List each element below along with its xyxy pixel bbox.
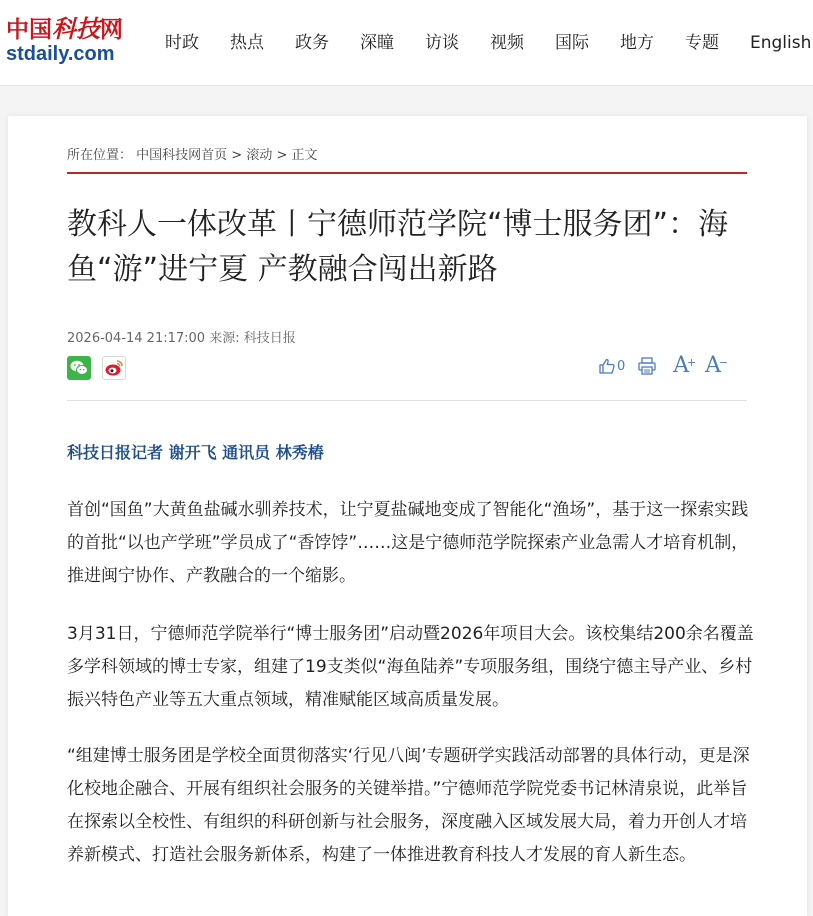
- breadcrumb-home-link[interactable]: 中国科技网首页: [136, 148, 228, 163]
- nav-item-hot[interactable]: 热点: [230, 33, 264, 53]
- breadcrumb: [67, 147, 318, 165]
- nav-item-government[interactable]: 政务: [295, 33, 329, 53]
- share-bar: [67, 356, 137, 380]
- printer-icon: [637, 356, 657, 376]
- breadcrumb-separator: >: [227, 148, 247, 163]
- site-header: [0, 0, 813, 86]
- font-increase-icon[interactable]: A +: [673, 353, 697, 378]
- logo-chinese: 中国科技网: [6, 14, 123, 43]
- article-byline: 科技日报记者 谢开飞 通讯员 林秀椿: [67, 443, 324, 462]
- nav-item-special[interactable]: 专题: [685, 33, 719, 53]
- main-nav: [165, 30, 811, 56]
- nav-item-english[interactable]: English: [750, 33, 812, 53]
- logo-english: stdaily.com: [6, 43, 115, 65]
- header-divider: [67, 400, 747, 401]
- breadcrumb-current: 正文: [291, 148, 318, 163]
- article-paragraph: 首创“国鱼”大黄鱼盐碱水驯养技术，让宁夏盐碱地变成了智能化“渔场”，基于这一探索实践的首批“以也产学班”学员成了“香饽饽”……这是宁德师范学院探索产业急需人才培育机制，推进闽宁协作、产教融合的一个缩影。: [67, 500, 749, 586]
- font-decrease-icon[interactable]: A −: [705, 353, 729, 378]
- print-button[interactable]: [637, 356, 657, 376]
- article-paragraph: 3月31日，宁德师范学院举行“博士服务团”启动暨2026年项目大会。该校集结200余名覆盖多学科领域的博士专家，组建了19支类似“海鱼陆养”专项服务组，围绕宁德主导产业、乡村振兴特色产业等五大重点领域，精准赋能区域高质量发展。: [67, 624, 754, 710]
- breadcrumb-rule: [67, 172, 747, 174]
- breadcrumb-section-link[interactable]: 滚动: [246, 148, 273, 163]
- article-paragraph: “组建博士服务团是学校全面贯彻落实‘行见八闽’专题研学实践活动部署的具体行动，更是深化校地企融合、开展有组织社会服务的关键举措。”宁德师范学院党委书记林清泉说，此举旨在探索以全校性、有组织的科研创新与社会服务，深度融入区域发展大局，着力开创人才培养新模式、打造社会服务新体系，构建了一体推进教育科技人才发展的育人新生态。: [67, 746, 750, 865]
- nav-item-international[interactable]: 国际: [555, 33, 589, 53]
- site-logo[interactable]: [6, 16, 136, 68]
- article-tools: [598, 353, 729, 378]
- article-title: 教科人一体改革丨宁德师范学院“博士服务团”：海鱼“游”进宁夏 产教融合闯出新路: [67, 207, 729, 287]
- nav-item-video[interactable]: 视频: [490, 33, 524, 53]
- article-meta: 2026-04-14 21:17:00 来源: 科技日报: [67, 331, 296, 346]
- nav-item-insight[interactable]: 深瞳: [360, 33, 394, 53]
- nav-item-local[interactable]: 地方: [620, 33, 654, 53]
- article-card: [8, 116, 807, 916]
- thumbs-up-icon: [598, 357, 616, 375]
- like-button[interactable]: [598, 357, 637, 375]
- breadcrumb-prefix: 所在位置：: [67, 148, 133, 163]
- breadcrumb-separator: >: [272, 148, 292, 163]
- nav-item-interview[interactable]: 访谈: [425, 33, 459, 53]
- nav-item-politics[interactable]: 时政: [165, 33, 199, 53]
- weibo-share-icon[interactable]: [102, 356, 126, 380]
- like-count: 0: [617, 358, 626, 374]
- wechat-share-icon[interactable]: [67, 356, 91, 380]
